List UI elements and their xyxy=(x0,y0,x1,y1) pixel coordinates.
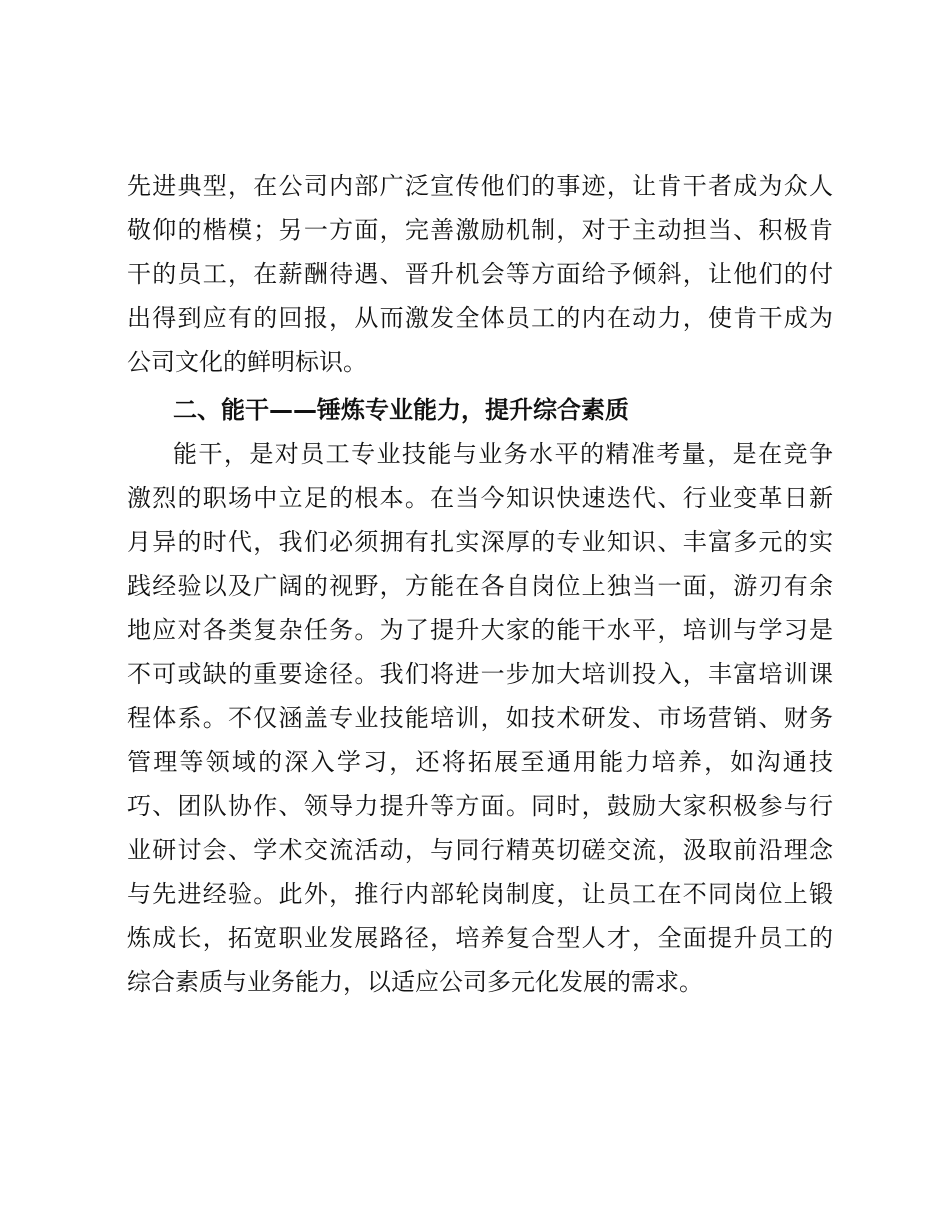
paragraph-line: 不可或缺的重要途径。我们将进一步加大培训投入，丰富培训课 xyxy=(127,660,833,688)
paragraph-line: 程体系。不仅涵盖专业技能培训，如技术研发、市场营销、财务 xyxy=(127,704,833,732)
paragraph-line: 激烈的职场中立足的根本。在当今知识快速迭代、行业变革日新 xyxy=(127,484,833,512)
paragraph-line: 业研讨会、学术交流活动，与同行精英切磋交流，汲取前沿理念 xyxy=(127,836,833,864)
section-heading: 二、能干——锤炼专业能力，提升综合素质 xyxy=(173,396,629,424)
paragraph-line: 公司文化的鲜明标识。 xyxy=(127,348,367,376)
paragraph-line: 巧、团队协作、领导力提升等方面。同时，鼓励大家积极参与行 xyxy=(127,792,833,820)
paragraph-line: 综合素质与业务能力，以适应公司多元化发展的需求。 xyxy=(127,968,703,996)
paragraph-line: 与先进经验。此外，推行内部轮岗制度，让员工在不同岗位上锻 xyxy=(127,880,833,908)
paragraph-line: 月异的时代，我们必须拥有扎实深厚的专业知识、丰富多元的实 xyxy=(127,528,833,556)
paragraph-line: 先进典型，在公司内部广泛宣传他们的事迹，让肯干者成为众人 xyxy=(127,172,833,200)
paragraph-line: 出得到应有的回报，从而激发全体员工的内在动力，使肯干成为 xyxy=(127,304,833,332)
paragraph-line: 能干，是对员工专业技能与业务水平的精准考量，是在竞争 xyxy=(173,440,833,468)
paragraph-line: 敬仰的楷模；另一方面，完善激励机制，对于主动担当、积极肯 xyxy=(127,216,833,244)
paragraph-line: 干的员工，在薪酬待遇、晋升机会等方面给予倾斜，让他们的付 xyxy=(127,260,833,288)
paragraph-line: 管理等领域的深入学习，还将拓展至通用能力培养，如沟通技 xyxy=(127,748,833,776)
paragraph-line: 炼成长，拓宽职业发展路径，培养复合型人才，全面提升员工的 xyxy=(127,924,833,952)
paragraph-line: 地应对各类复杂任务。为了提升大家的能干水平，培训与学习是 xyxy=(127,616,833,644)
paragraph-line: 践经验以及广阔的视野，方能在各自岗位上独当一面，游刃有余 xyxy=(127,572,833,600)
